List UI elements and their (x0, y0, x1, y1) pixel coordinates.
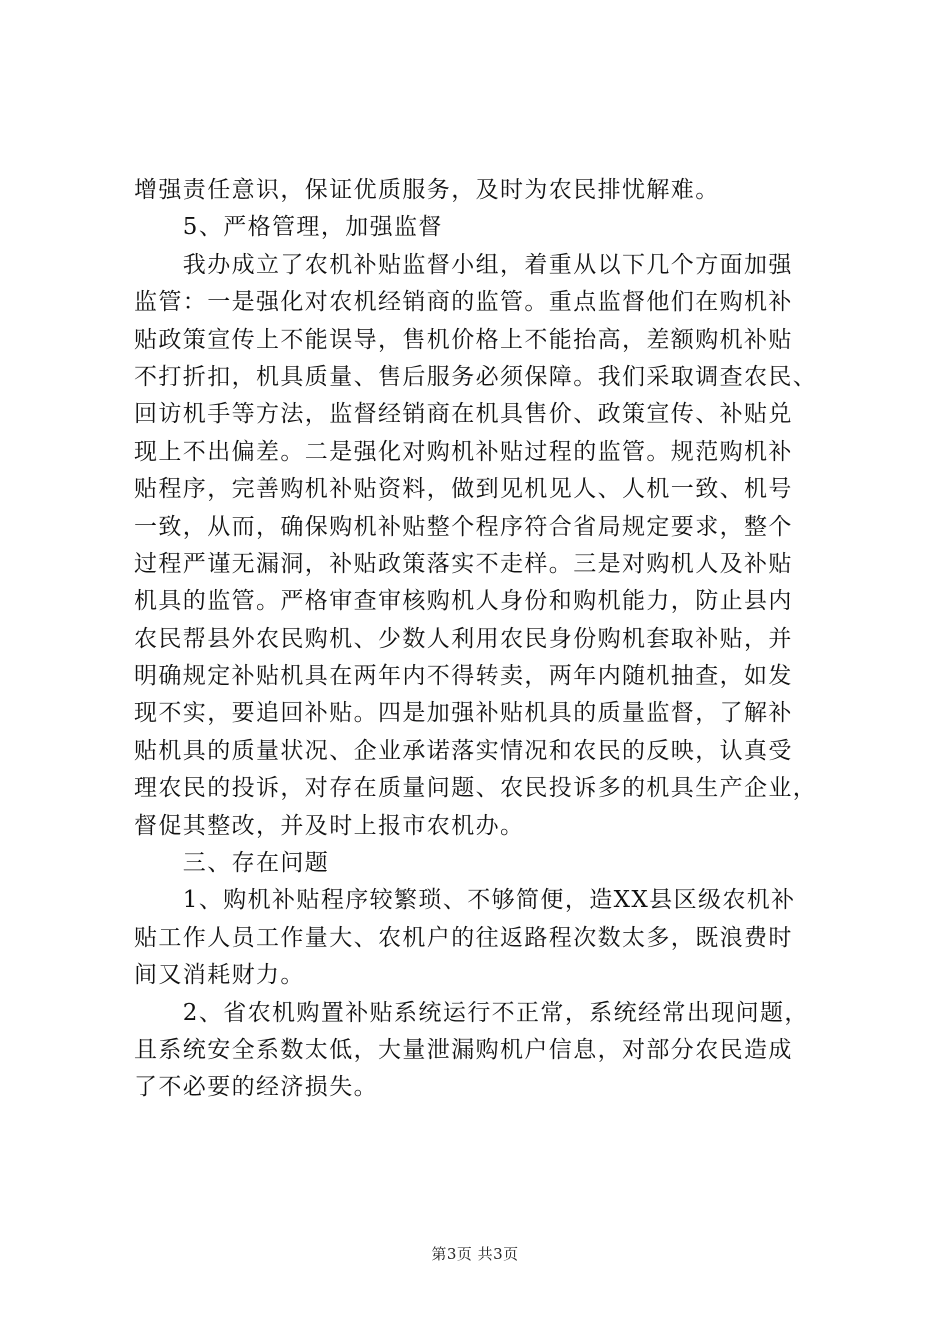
text-line: 我办成立了农机补贴监督小组，着重从以下几个方面加强 (134, 251, 793, 278)
document-body (134, 172, 834, 1107)
text-line: 过程严谨无漏洞，补贴政策落实不走样。三是对购机人及补贴 (134, 550, 793, 577)
text-line: 贴程序，完善购机补贴资料，做到见机见人、人机一致、机号 (134, 476, 793, 503)
text-line: 理农民的投诉，对存在质量问题、农民投诉多的机具生产企业， (134, 775, 818, 802)
section-heading: 三、存在问题 (134, 850, 330, 877)
text-line: 回访机手等方法，监督经销商在机具售价、政策宣传、补贴兑 (134, 401, 793, 428)
text-line: 督促其整改，并及时上报市农机办。 (134, 812, 525, 839)
text-line: 1、购机补贴程序较繁琐、不够简便，造XX县区级农机补 (134, 887, 796, 914)
text-line: 现不实，要追回补贴。四是加强补贴机具的质量监督，了解补 (134, 700, 793, 727)
text-line: 一致，从而，确保购机补贴整个程序符合省局规定要求，整个 (134, 513, 793, 540)
text-line: 机具的监管。严格审查审核购机人身份和购机能力，防止县内 (134, 588, 793, 615)
text-line: 不打折扣，机具质量、售后服务必须保障。我们采取调查农民、 (134, 363, 818, 390)
text-line: 间又消耗财力。 (134, 962, 305, 989)
text-line: 明确规定补贴机具在两年内不得转卖，两年内随机抽查，如发 (134, 663, 793, 690)
text-line: 监管：一是强化对农机经销商的监管。重点监督他们在购机补 (134, 289, 793, 316)
text-line: 贴工作人员工作量大、农机户的往返路程次数太多，既浪费时 (134, 924, 793, 951)
text-line: 了不必要的经济损失。 (134, 1074, 378, 1101)
section-heading: 5、严格管理，加强监督 (134, 214, 443, 241)
text-line: 增强责任意识，保证优质服务，及时为农民排忧解难。 (134, 177, 720, 203)
text-line: 贴政策宣传上不能误导，售机价格上不能抬高，差额购机补贴 (134, 326, 793, 353)
text-line: 2、省农机购置补贴系统运行不正常，系统经常出现问题， (134, 999, 809, 1026)
text-line: 贴机具的质量状况、企业承诺落实情况和农民的反映，认真受 (134, 737, 793, 764)
text-line: 农民帮县外农民购机、少数人利用农民身份购机套取补贴，并 (134, 625, 793, 652)
page-number-footer: 第3页 共3页 (431, 1245, 519, 1263)
text-line: 现上不出偏差。二是强化对购机补贴过程的监管。规范购机补 (134, 438, 793, 465)
text-line: 且系统安全系数太低，大量泄漏购机户信息，对部分农民造成 (134, 1036, 793, 1063)
